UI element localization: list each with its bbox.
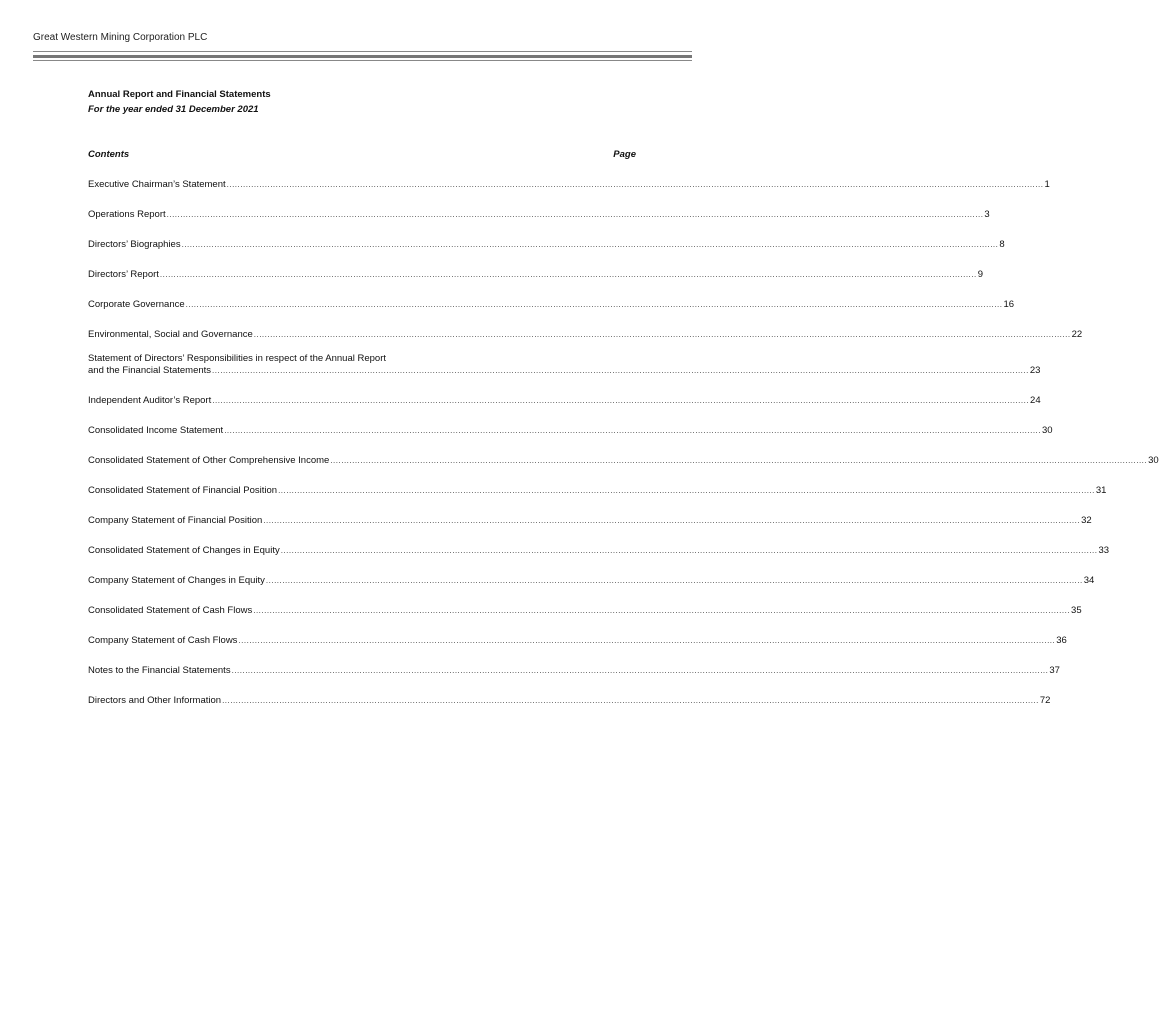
- toc-entry: [88, 455, 1159, 467]
- toc-dot-leader: ............................................................................................................................................................................................................................................................................................................: [280, 546, 1098, 555]
- toc-entry: [88, 299, 1015, 311]
- toc-entry-label-line1: Statement of Directors’ Responsibilities in respect of the Annual Report: [88, 353, 386, 364]
- company-header: Great Western Mining Corporation PLC: [33, 32, 208, 43]
- header-rule-top: [33, 51, 692, 52]
- page-heading: Page: [613, 149, 636, 160]
- toc-entry-page: 30: [1148, 455, 1159, 466]
- toc-entry-page: 16: [1003, 299, 1015, 310]
- toc-entry-label: Consolidated Statement of Changes in Equity: [88, 545, 280, 556]
- toc-entry-page: 31: [1095, 485, 1107, 496]
- toc-entry-label: Environmental, Social and Governance: [88, 329, 253, 340]
- header-rule-middle: [33, 55, 692, 58]
- toc-entry-page: 22: [1071, 329, 1083, 340]
- toc-entry-page: 72: [1039, 695, 1051, 706]
- toc-entry-label: Consolidated Statement of Cash Flows: [88, 605, 253, 616]
- toc-entry: [88, 485, 1107, 497]
- toc-dot-leader: ............................................................................................................................................................................................................................................................................................................: [166, 210, 984, 219]
- toc-entry: [88, 179, 1050, 191]
- toc-dot-leader: ............................................................................................................................................................................................................................................................................................................: [330, 456, 1148, 465]
- toc-entry-label: Company Statement of Changes in Equity: [88, 575, 265, 586]
- toc-entry-page: 34: [1083, 575, 1095, 586]
- toc-entry-label: Directors’ Report: [88, 269, 159, 280]
- toc-entry: [88, 239, 1005, 251]
- toc-dot-leader: ............................................................................................................................................................................................................................................................................................................: [226, 180, 1044, 189]
- toc-entry-page: 3: [984, 209, 990, 220]
- header-rule-bottom: [33, 60, 692, 61]
- toc-entry-label: Operations Report: [88, 209, 166, 220]
- toc-entry: [88, 545, 1110, 557]
- toc-entry-label: Executive Chairman’s Statement: [88, 179, 226, 190]
- toc-entry-label: Directors’ Biographies: [88, 239, 181, 250]
- toc-entry-label: and the Financial Statements: [88, 365, 212, 376]
- toc-dot-leader: ............................................................................................................................................................................................................................................................................................................: [231, 666, 1049, 675]
- toc-dot-leader: ............................................................................................................................................................................................................................................................................................................: [185, 300, 1003, 309]
- toc-entry-page: 33: [1098, 545, 1110, 556]
- toc-dot-leader: ............................................................................................................................................................................................................................................................................................................: [238, 636, 1056, 645]
- toc-entry-label: Company Statement of Cash Flows: [88, 635, 238, 646]
- toc-dot-leader: ............................................................................................................................................................................................................................................................................................................: [159, 270, 977, 279]
- toc-entry-label: Notes to the Financial Statements: [88, 665, 231, 676]
- report-title: Annual Report and Financial Statements: [88, 89, 271, 100]
- toc-entry: [88, 395, 1041, 407]
- toc-dot-leader: ............................................................................................................................................................................................................................................................................................................: [253, 606, 1071, 615]
- contents-heading: Contents: [88, 149, 130, 160]
- toc-entry: [88, 329, 1083, 341]
- toc-entry-page: 32: [1081, 515, 1092, 526]
- toc-entry-page: 37: [1049, 665, 1060, 676]
- toc-entry-label: Directors and Other Information: [88, 695, 222, 706]
- table-of-contents: [88, 179, 1159, 725]
- toc-entry: [88, 665, 1060, 677]
- toc-dot-leader: ............................................................................................................................................................................................................................................................................................................: [265, 576, 1083, 585]
- toc-entry: [88, 575, 1095, 587]
- toc-entry-label: Consolidated Statement of Financial Position: [88, 485, 278, 496]
- toc-entry-label: Corporate Governance: [88, 299, 185, 310]
- toc-dot-leader: ............................................................................................................................................................................................................................................................................................................: [212, 366, 1029, 375]
- toc-entry: [88, 515, 1092, 527]
- toc-entry: [88, 209, 990, 221]
- toc-entry: [88, 635, 1067, 647]
- toc-entry-label: Consolidated Income Statement: [88, 425, 224, 436]
- toc-entry: [88, 695, 1051, 707]
- toc-dot-leader: ............................................................................................................................................................................................................................................................................................................: [212, 396, 1030, 405]
- toc-dot-leader: ............................................................................................................................................................................................................................................................................................................: [222, 696, 1039, 705]
- report-subtitle: For the year ended 31 December 2021: [88, 104, 259, 115]
- toc-entry-label: Company Statement of Financial Position: [88, 515, 263, 526]
- toc-entry-page: 24: [1030, 395, 1041, 406]
- toc-dot-leader: ............................................................................................................................................................................................................................................................................................................: [224, 426, 1041, 435]
- toc-entry-page: 36: [1056, 635, 1067, 646]
- toc-entry-page: 35: [1071, 605, 1082, 616]
- toc-entry: [88, 269, 984, 281]
- toc-dot-leader: ............................................................................................................................................................................................................................................................................................................: [181, 240, 999, 249]
- toc-dot-leader: ............................................................................................................................................................................................................................................................................................................: [278, 486, 1095, 495]
- toc-dot-leader: ............................................................................................................................................................................................................................................................................................................: [253, 330, 1071, 339]
- toc-entry-page: 8: [999, 239, 1005, 250]
- toc-dot-leader: ............................................................................................................................................................................................................................................................................................................: [263, 516, 1081, 525]
- toc-entry-page: 1: [1044, 179, 1050, 190]
- toc-entry: [88, 365, 1041, 377]
- toc-entry-label: Independent Auditor’s Report: [88, 395, 212, 406]
- toc-entry: [88, 425, 1053, 437]
- toc-entry-page: 9: [977, 269, 984, 280]
- toc-entry-page: 23: [1029, 365, 1041, 376]
- toc-entry-page: 30: [1042, 425, 1053, 436]
- toc-entry: [88, 605, 1082, 617]
- toc-entry-label: Consolidated Statement of Other Comprehensive Income: [88, 455, 330, 466]
